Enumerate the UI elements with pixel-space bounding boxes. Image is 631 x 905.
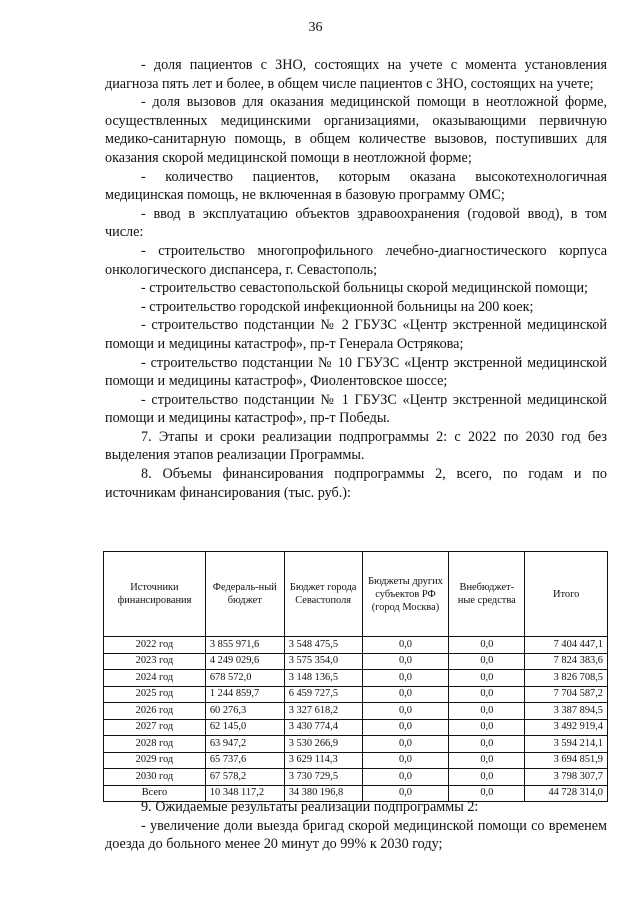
extrabudgetary-value: 0,0 [449, 637, 525, 654]
federal-value: 65 737,6 [205, 752, 284, 769]
page-number: 36 [308, 20, 323, 35]
extrabudgetary-value: 0,0 [449, 736, 525, 753]
federal-value: 1 244 859,7 [205, 686, 284, 703]
other-regions-value: 0,0 [362, 670, 449, 687]
total-value: 44 728 314,0 [525, 785, 608, 802]
paragraph: - строительство подстанции № 2 ГБУЗС «Центр экстренной медицинской помощи и медицины катастроф», пр-т Генерала Острякова; [105, 317, 607, 352]
table-row [104, 686, 608, 703]
paragraph: - доля вызовов для оказания медицинской помощи в неотложной форме, осуществленных медицинскими организациями, оказывающими первичную медико-санитарную помощь, в общем количестве вызовов, поступивших для оказания скорой медицинской помощи в неотложной форме; [105, 94, 607, 166]
federal-value: 3 855 971,6 [205, 637, 284, 654]
city-value: 3 548 475,5 [284, 637, 362, 654]
city-value: 34 380 196,8 [284, 785, 362, 802]
table-row [104, 637, 608, 654]
table-row [104, 719, 608, 736]
paragraph: - увеличение доли выезда бригад скорой медицинской помощи со временем доезда до больного менее 20 минут до 99% к 2030 году; [105, 817, 607, 853]
city-value: 3 327 618,2 [284, 703, 362, 720]
header-extrabudgetary: Внебюджет-ные средства [449, 552, 525, 637]
row-label: 2022 год [104, 637, 206, 654]
row-label: 2026 год [104, 703, 206, 720]
paragraph: 8. Объемы финансирования подпрограммы 2, всего, по годам и по источникам финансирования (тыс. руб.): [105, 466, 607, 501]
header-sources: Источники финансирования [104, 552, 206, 637]
paragraph: - доля пациентов с ЗНО, состоящих на учете с момента установления диагноза пять лет и более, в общем числе пациентов с ЗНО, состоящих на учете; [105, 57, 607, 92]
financing-table [103, 551, 608, 802]
row-label: 2024 год [104, 670, 206, 687]
city-value: 3 430 774,4 [284, 719, 362, 736]
total-value: 3 492 919,4 [525, 719, 608, 736]
paragraph: 7. Этапы и сроки реализации подпрограммы 2: с 2022 по 2030 год без выделения этапов реализации Программы. [105, 428, 607, 464]
extrabudgetary-value: 0,0 [449, 653, 525, 670]
total-value: 3 387 894,5 [525, 703, 608, 720]
table-row [104, 752, 608, 769]
federal-value: 62 145,0 [205, 719, 284, 736]
city-value: 3 730 729,5 [284, 769, 362, 786]
table-row [104, 703, 608, 720]
other-regions-value: 0,0 [362, 785, 449, 802]
other-regions-value: 0,0 [362, 686, 449, 703]
total-value: 7 824 383,6 [525, 653, 608, 670]
extrabudgetary-value: 0,0 [449, 785, 525, 802]
total-value: 3 594 214,1 [525, 736, 608, 753]
row-label: Всего [104, 785, 206, 802]
city-value: 3 148 136,5 [284, 670, 362, 687]
header-total: Итого [525, 552, 608, 637]
total-value: 3 798 307,7 [525, 769, 608, 786]
paragraph: - строительство подстанции № 1 ГБУЗС «Центр экстренной медицинской помощи и медицины катастроф», пр-т Победы. [105, 391, 607, 427]
total-value: 7 704 587,2 [525, 686, 608, 703]
other-regions-value: 0,0 [362, 736, 449, 753]
table-row [104, 653, 608, 670]
row-label: 2027 год [104, 719, 206, 736]
city-value: 3 629 114,3 [284, 752, 362, 769]
federal-value: 678 572,0 [205, 670, 284, 687]
extrabudgetary-value: 0,0 [449, 670, 525, 687]
city-value: 3 530 266,9 [284, 736, 362, 753]
header-city: Бюджет города Севастополя [284, 552, 362, 637]
table-header-row [104, 552, 608, 637]
total-value: 7 404 447,1 [525, 637, 608, 654]
row-label: 2023 год [104, 653, 206, 670]
paragraph: - строительство севастопольской больницы скорой медицинской помощи; [141, 280, 588, 297]
other-regions-value: 0,0 [362, 637, 449, 654]
federal-value: 67 578,2 [205, 769, 284, 786]
other-regions-value: 0,0 [362, 769, 449, 786]
body-text-bottom [105, 798, 607, 854]
table-row [104, 670, 608, 687]
city-value: 3 575 354,0 [284, 653, 362, 670]
row-label: 2030 год [104, 769, 206, 786]
city-value: 6 459 727,5 [284, 686, 362, 703]
total-value: 3 694 851,9 [525, 752, 608, 769]
federal-value: 10 348 117,2 [205, 785, 284, 802]
row-label: 2028 год [104, 736, 206, 753]
header-other-regions: Бюджеты других субъектов РФ (город Москва) [362, 552, 449, 637]
table-body [104, 637, 608, 802]
extrabudgetary-value: 0,0 [449, 769, 525, 786]
extrabudgetary-value: 0,0 [449, 752, 525, 769]
federal-value: 60 276,3 [205, 703, 284, 720]
paragraph: 9. Ожидаемые результаты реализации подпрограммы 2: [141, 799, 479, 815]
other-regions-value: 0,0 [362, 752, 449, 769]
paragraph: - количество пациентов, которым оказана высокотехнологичная медицинская помощь, не включенная в базовую программу ОМС; [105, 168, 607, 204]
extrabudgetary-value: 0,0 [449, 703, 525, 720]
federal-value: 63 947,2 [205, 736, 284, 753]
header-federal: Федераль-ный бюджет [205, 552, 284, 637]
other-regions-value: 0,0 [362, 719, 449, 736]
table-row [104, 736, 608, 753]
row-label: 2029 год [104, 752, 206, 769]
body-text-top [105, 56, 607, 502]
paragraph: - строительство подстанции № 10 ГБУЗС «Центр экстренной медицинской помощи и медицины катастроф», Фиолентовское шоссе; [105, 354, 607, 390]
paragraph: - строительство многопрофильного лечебно-диагностического корпуса онкологического диспансера, г. Севастополь; [105, 242, 607, 278]
total-value: 3 826 708,5 [525, 670, 608, 687]
table-row [104, 769, 608, 786]
other-regions-value: 0,0 [362, 653, 449, 670]
paragraph: - строительство городской инфекционной больницы на 200 коек; [141, 298, 534, 315]
other-regions-value: 0,0 [362, 703, 449, 720]
federal-value: 4 249 029,6 [205, 653, 284, 670]
extrabudgetary-value: 0,0 [449, 719, 525, 736]
paragraph: - ввод в эксплуатацию объектов здравоохранения (годовой ввод), в том числе: [105, 205, 607, 241]
extrabudgetary-value: 0,0 [449, 686, 525, 703]
row-label: 2025 год [104, 686, 206, 703]
